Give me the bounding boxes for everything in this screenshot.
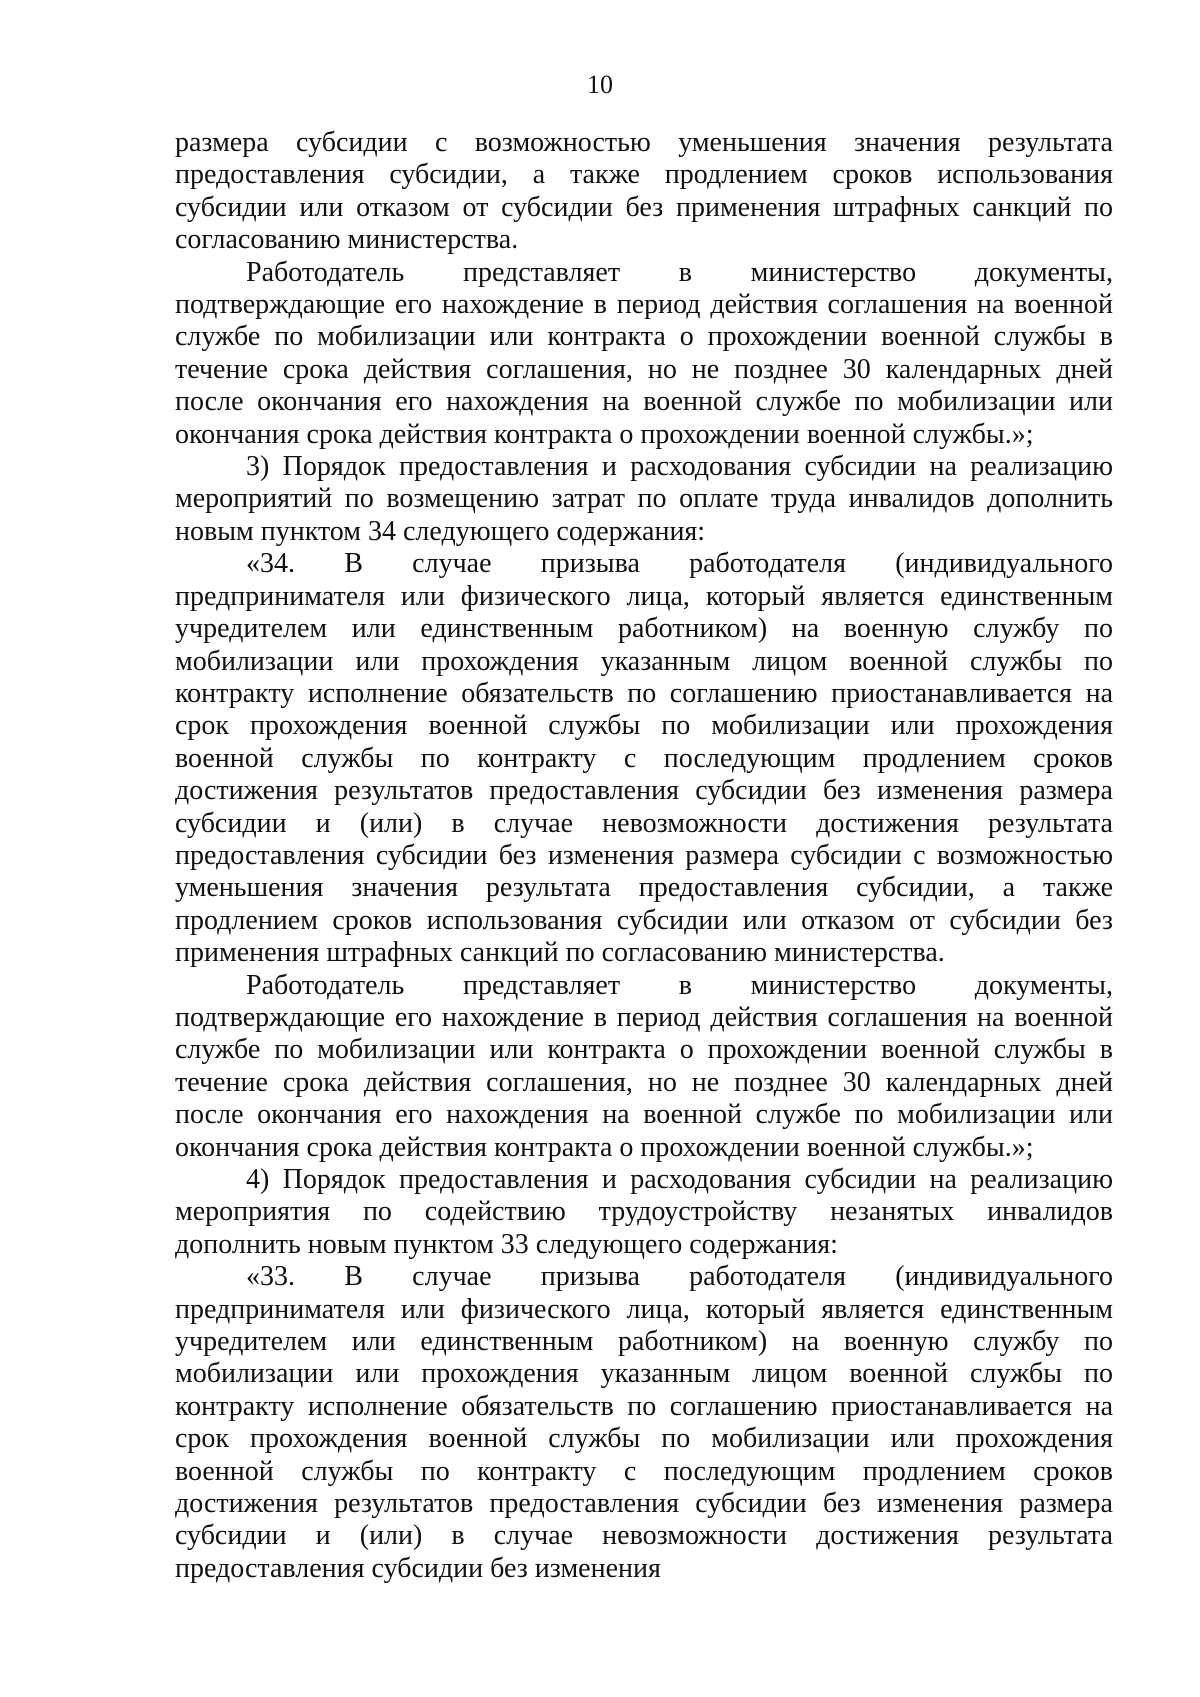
paragraph-3: 3) Порядок предоставления и расходования субсидии на реализацию мероприятий по возмещению затрат по оплате труда инвалидов дополнить новым пунктом 34 следующего содержания:: [175, 451, 1113, 547]
page-number: 10: [587, 70, 613, 99]
paragraph-5: Работодатель представляет в министерство документы, подтверждающие его нахождение в период действия соглашения на военной службе по мобилизации или контракта о прохождении военной службы в течение срока действия соглашения, но не позднее 30 календарных дней после окончания его нахождения на военной службе по мобилизации или окончания срока действия контракта о прохождении военной службы.»;: [175, 969, 1113, 1163]
paragraph-2: Работодатель представляет в министерство документы, подтверждающие его нахождение в период действия соглашения на военной службе по мобилизации или контракта о прохождении военной службы в течение срока действия соглашения, но не позднее 30 календарных дней после окончания его нахождения на военной службе по мобилизации или окончания срока действия контракта о прохождении военной службы.»;: [175, 256, 1113, 450]
paragraph-1: размера субсидии с возможностью уменьшения значения результата предоставления субсидии, а также продлением сроков использования субсидии или отказом от субсидии без применения штрафных санкций по согласованию министерства.: [175, 127, 1113, 256]
paragraph-6: 4) Порядок предоставления и расходования субсидии на реализацию мероприятия по содействию трудоустройству незанятых инвалидов дополнить новым пунктом 33 следующего содержания:: [175, 1164, 1113, 1260]
document-body: [175, 127, 1113, 1585]
paragraph-4: «34. В случае призыва работодателя (индивидуального предпринимателя или физического лица, который является единственным учредителем или единственным работником) на военную службу по мобилизации или прохождения указанным лицом военной службы по контракту исполнение обязательств по соглашению приостанавливается на срок прохождения военной службы по мобилизации или прохождения военной службы по контракту с последующим продлением сроков достижения результатов предоставления субсидии без изменения размера субсидии и (или) в случае невозможности достижения результата предоставления субсидии без изменения размера субсидии с возможностью уменьшения значения результата предоставления субсидии, а также продлением сроков использования субсидии или отказом от субсидии без применения штрафных санкций по согласованию министерства.: [175, 548, 1113, 969]
paragraph-7: «33. В случае призыва работодателя (индивидуального предпринимателя или физического лица, который является единственным учредителем или единственным работником) на военную службу по мобилизации или прохождения указанным лицом военной службы по контракту исполнение обязательств по соглашению приостанавливается на срок прохождения военной службы по мобилизации или прохождения военной службы по контракту с последующим продлением сроков достижения результатов предоставления субсидии без изменения размера субсидии и (или) в случае невозможности достижения результата предоставления субсидии без изменения: [175, 1261, 1113, 1584]
